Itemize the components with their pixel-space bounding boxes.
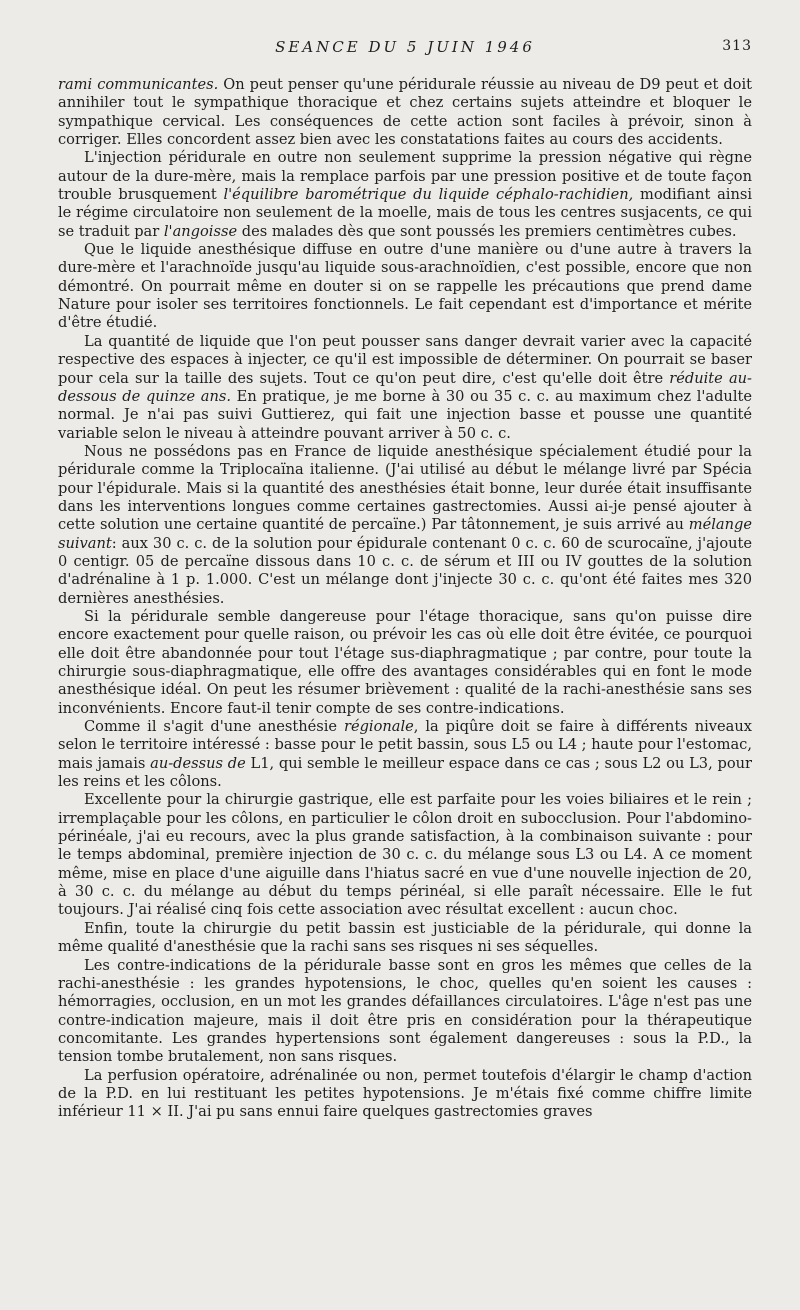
- page-number: 313: [722, 38, 752, 54]
- italic-text: l'équilibre barométrique du liquide céphalo-rachidien,: [223, 186, 634, 204]
- italic-text: rami communicantes.: [58, 76, 219, 93]
- text-run: , la piqûre doit se faire à différents niveaux selon le territoire intéressé : basse pour le petit bassin, sous L5 ou L4 ; haute pour l'estomac, mais jamais: [58, 718, 752, 772]
- text-run: Excellente pour la chirurgie gastrique, elle est parfaite pour les voies biliaires et le rein ; irremplaçable pour les côlons, en particulier le côlon droit en subocclusion. Pour l'abdomino-périnéale, j'ai eu recours, avec la plus grande satisfaction, à la combinaison suivante : pour le temps abdominal, première injection de 30 c. c. du mélange sous L3 ou L4. A ce moment même, mise en place d'une aiguille dans l'hiatus sacré en vue d'une nouvelle injection de 20, à 30 c. c. du mélange au début du temps périnéal, si elle paraît nécessaire. Elle le fut toujours. J'ai réalisé cinq fois cette association avec résultat excellent : aucun choc.: [58, 791, 752, 919]
- page-header: [58, 38, 752, 58]
- paragraph-p8: [58, 791, 752, 919]
- text-run: Que le liquide anesthésique diffuse en outre d'une manière ou d'une autre à travers la dure-mère et l'arachnoïde jusqu'au liquide sous-arachnoïdien, c'est possible, encore que non démontré. On pourrait même en douter si on se rappelle les précautions que prend dame Nature pour isoler ses territoires fonctionnels. Le fait cependant est d'importance et mérite d'être étudié.: [58, 241, 752, 332]
- text-run: L1, qui semble le meilleur espace dans ce cas ; sous L2 ou L3, pour les reins et les côlons.: [58, 754, 752, 791]
- text-run: Les contre-indications de la péridurale basse sont en gros les mêmes que celles de la rachi-anesthésie : les grandes hypotensions, le choc, quelles qu'en soient les causes : hémorragies, occlusion, en un mot les grandes défaillances circulatoires. L'âge n'est pas une contre-indication majeure, mais il doit être pris en considération pour la thérapeutique concomitante. Les grandes hypertensions sont également dangereuses : sous la P.D., la tension tombe brutalement, non sans risques.: [58, 956, 752, 1066]
- body-text: [58, 76, 752, 1122]
- text-run: La perfusion opératoire, adrénalinée ou non, permet toutefois d'élargir le champ d'action de la P.D. en lui restituant les petites hypotensions. Je m'étais fixé comme chiffre limite inférieur 11 × II. J'ai pu sans ennui faire quelques gastrectomies graves: [58, 1066, 752, 1121]
- paragraph-p5: [58, 443, 752, 608]
- text-run: Enfin, toute la chirurgie du petit bassin est justiciable de la péridurale, qui donne la même qualité d'anesthésie que la rachi sans ses risques ni ses séquelles.: [58, 919, 752, 956]
- running-title: SEANCE DU 5 JUIN 1946: [275, 38, 535, 56]
- text-run: En pratique, je me borne à 30 ou 35 c. c. au maximum chez l'adulte normal. Je n'ai pas suivi Guttierez, qui fait une injection basse et pousse une quantité variable selon le niveau à atteindre pouvant arriver à 50 c. c.: [58, 387, 752, 442]
- italic-text: l'angoisse: [163, 222, 238, 240]
- paragraph-p1: [58, 76, 752, 149]
- text-run: La quantité de liquide que l'on peut pousser sans danger devrait varier avec la capacité respective des espaces à injecter, ce qu'il est impossible de déterminer. On pourrait se baser pour cela sur la taille des sujets. Tout ce qu'on peut dire, c'est qu'elle doit être: [58, 332, 752, 387]
- paragraph-p3: [58, 241, 752, 333]
- paragraph-p4: [58, 333, 752, 443]
- italic-text: régionale: [343, 718, 414, 736]
- text-run: : aux 30 c. c. de la solution pour épidurale contenant 0 c. c. 60 de scurocaïne, j'ajoute 0 centigr. 05 de percaïne dissous dans 10 c. c. de sérum et III ou IV gouttes de la solution d'adrénaline à 1 p. 1.000. C'est un mélange dont j'injecte 30 c. c. qu'ont été faites mes 320 dernières anesthésies.: [58, 534, 752, 607]
- paragraph-p10: [58, 957, 752, 1067]
- text-run: L'injection péridurale en outre non seulement supprime la pression négative qui règne autour de la dure-mère, mais la remplace parfois par une pression positive et de toute façon trouble brusquement: [58, 149, 752, 204]
- text-run: Si la péridurale semble dangereuse pour l'étage thoracique, sans qu'on puisse dire encore exactement pour quelle raison, ou prévoir les cas où elle doit être évitée, ce pourquoi elle doit être abandonnée pour tout l'étage sus-diaphragmatique ; par contre, pour toute la chirurgie sous-diaphragmatique, elle offre des avantages considérables qui en font le mode anesthésique idéal. On peut les résumer brièvement : qualité de la rachi-anesthésie sans ses inconvénients. Encore faut-il tenir compte de ses contre-indications.: [58, 607, 752, 717]
- text-run: Nous ne possédons pas en France de liquide anesthésique spécialement étudié pour la péridurale comme la Triplocaïna italienne. (J'ai utilisé au début le mélange livré par Spécia pour l'épidurale. Mais si la quantité des anesthésies était bonne, leur durée était insuffisante dans les interventions longues comme certaines gastrectomies. Aussi ai-je pensé ajouter à cette solution une certaine quantité de percaïne.) Par tâtonnement, je suis arrivé au: [58, 442, 752, 534]
- paragraph-p6: [58, 608, 752, 718]
- paragraph-p9: [58, 920, 752, 957]
- paragraph-p7: [58, 718, 752, 791]
- text-run: des malades dès que sont poussés les premiers centimètres cubes.: [237, 222, 737, 240]
- italic-text: mélange suivant: [58, 516, 752, 552]
- italic-text: réduite au-dessous de quinze ans.: [58, 369, 752, 405]
- text-run: On peut penser qu'une péridurale réussie au niveau de D9 peut et doit annihiler tout le sympathique thoracique et chez certains sujets atteindre et bloquer le sympathique cervical. Les conséquences de cette action sont faciles à prévoir, sinon à corriger. Elles concordent assez bien avec les constatations faites au cours des accidents.: [58, 76, 752, 149]
- text-run: Comme il s'agit d'une anesthésie: [84, 718, 344, 736]
- paragraph-p2: [58, 149, 752, 241]
- italic-text: au-dessus de: [150, 754, 246, 772]
- paragraph-p11: [58, 1067, 752, 1122]
- text-run: modifiant ainsi le régime circulatoire non seulement de la moelle, mais de tous les centres susjacents, ce qui se traduit par: [58, 186, 752, 240]
